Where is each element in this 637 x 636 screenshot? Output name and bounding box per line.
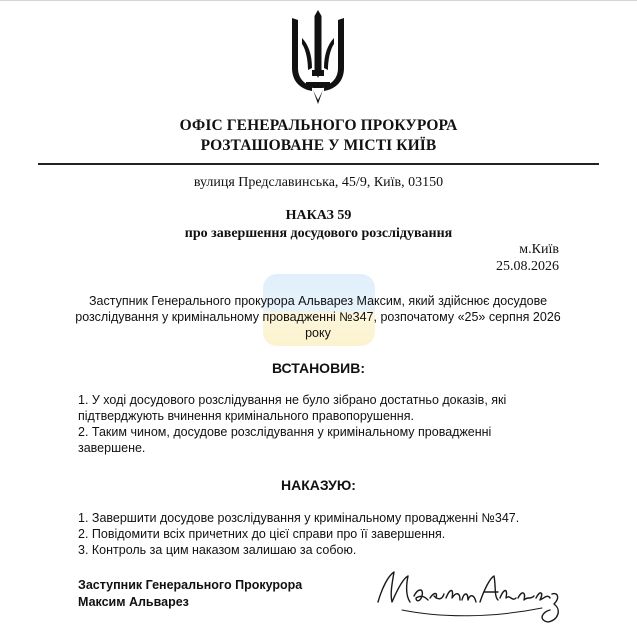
ukraine-trident-icon [288,8,348,106]
orders-list [78,510,538,558]
order-subtitle: про завершення досудового розслідування [184,226,453,241]
top-border [0,0,637,1]
orders-heading: НАКАЗУЮ: [281,477,356,493]
list-item: 3. Контроль за цим наказом залишаю за собою. [78,543,357,557]
list-item: 2. Таким чином, досудове розслідування у кримінальному провадженні завершене. [78,425,492,455]
org-name-line1: ОФІС ГЕНЕРАЛЬНОГО ПРОКУРОРА [179,117,458,134]
list-item: 2. Повідомити всіх причетних до цієї справи про її завершення. [78,527,446,541]
list-item: 1. Завершити досудове розслідування у кримінальному провадженні №347. [78,511,520,525]
list-item: 1. У ході досудового розслідування не було зібрано достатньо доказів, які підтверджують вчинення кримінального правопорушення. [78,393,507,423]
handwritten-signature [372,558,572,628]
order-city: м.Київ [519,242,559,257]
order-date: 25.08.2026 [496,259,559,274]
order-title: НАКАЗ 59 [285,208,352,223]
org-address: вулиця Предславинська, 45/9, Київ, 03150 [193,175,444,190]
signatory-position: Заступник Генерального Прокурора [78,578,303,592]
signatory-block [78,577,302,611]
org-name-line2: РОЗТАШОВАНЕ У МІСТІ КИЇВ [200,137,437,154]
signatory-name: Максим Альварез [78,595,189,609]
established-list [78,392,538,456]
established-heading: ВСТАНОВИВ: [271,360,366,376]
intro-paragraph: Заступник Генерального прокурора Альварез Максим, який здійснює досудове розслідування у кримінальному провадженні №347, розпочатому «25» серпня 2026 року [75,294,561,340]
header-divider [38,163,599,165]
